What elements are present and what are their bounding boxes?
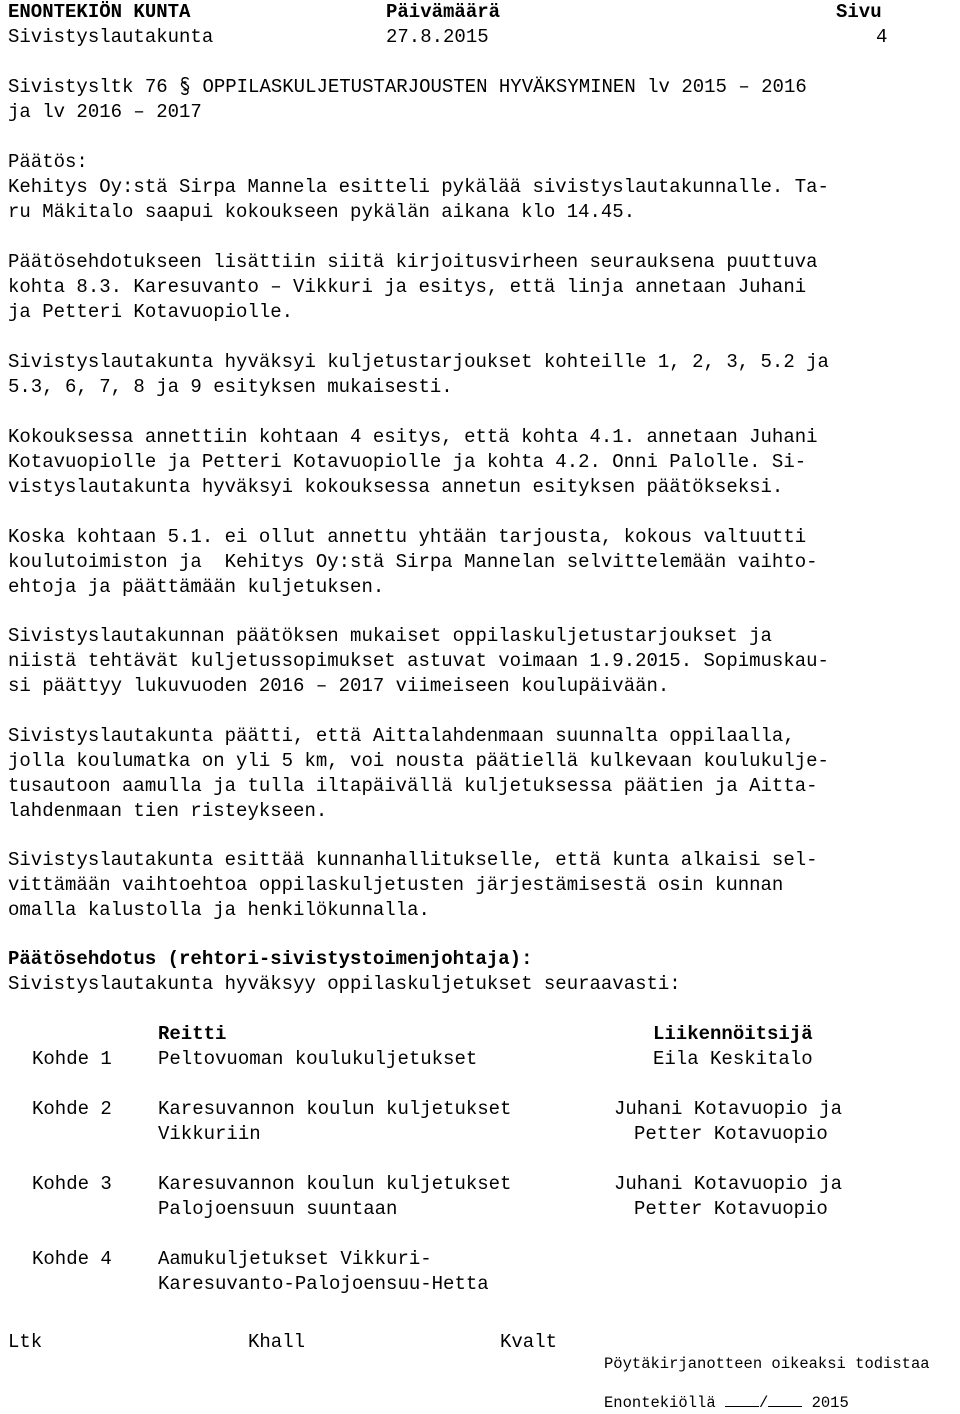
route-description: Aamukuljetukset Vikkuri- [158, 1248, 432, 1270]
decision-text-line: 5.3, 6, 7, 8 ja 9 esityksen mukaisesti. [8, 376, 453, 398]
certification-place-date [604, 1392, 849, 1413]
route-operator: Eila Keskitalo [653, 1048, 813, 1070]
municipality-name: ENONTEKIÖN KUNTA [8, 1, 191, 23]
decision-heading: Päätös: [8, 151, 88, 173]
column-header-operator: Liikennöitsijä [653, 1023, 813, 1045]
footer-signature-khall: Khall [248, 1331, 306, 1353]
route-target-label: Kohde 2 [32, 1098, 112, 1120]
section-number: Sivistysltk 76 [8, 76, 168, 98]
decision-text-line: omalla kalustolla ja henkilökunnalla. [8, 899, 430, 921]
month-blank [768, 1392, 802, 1407]
page-number: 4 [876, 26, 888, 48]
section-title-line1: OPPILASKULJETUSTARJOUSTEN HYVÄKSYMINEN lv 2015 – 2016 [202, 76, 807, 98]
decision-text-line: tusautoon aamulla ja tulla iltapäivällä kuljetuksessa päätien ja Aitta- [8, 775, 818, 797]
route-operator: Petter Kotavuopio [634, 1198, 828, 1220]
decision-text-line: niistä tehtävät kuljetussopimukset astuvat voimaan 1.9.2015. Sopimuskau- [8, 650, 829, 672]
decision-text-line: vittämään vaihtoehtoa oppilaskuljetusten järjestämisestä osin kunnan [8, 874, 784, 896]
decision-text-line: Päätösehdotukseen lisättiin siitä kirjoitusvirheen seurauksena puuttuva [8, 251, 818, 273]
certification-text: Pöytäkirjanotteen oikeaksi todistaa [604, 1355, 930, 1373]
decision-text-line: lahdenmaan tien risteykseen. [8, 800, 328, 822]
route-description: Peltovuoman koulukuljetukset [158, 1048, 478, 1070]
route-target-label: Kohde 4 [32, 1248, 112, 1270]
section-sign-icon [179, 77, 191, 95]
route-description: Karesuvanto-Palojoensuu-Hetta [158, 1273, 489, 1295]
route-target-label: Kohde 1 [32, 1048, 112, 1070]
decision-text-line: Koska kohtaan 5.1. ei ollut annettu yhtään tarjousta, kokous valtuutti [8, 526, 807, 548]
proposal-heading: Päätösehdotus (rehtori-sivistystoimenjohtaja): [8, 948, 533, 970]
date-label: Päivämäärä [386, 1, 501, 23]
route-target-label: Kohde 3 [32, 1173, 112, 1195]
decision-text-line: Kehitys Oy:stä Sirpa Mannela esitteli pykälää sivistyslautakunnalle. Ta- [8, 176, 829, 198]
decision-text-line: Sivistyslautakunta päätti, että Aittalahdenmaan suunnalta oppilaalla, [8, 725, 795, 747]
route-operator: Juhani Kotavuopio ja [614, 1098, 843, 1120]
route-operator: Petter Kotavuopio [634, 1123, 828, 1145]
route-description: Vikkuriin [158, 1123, 261, 1145]
decision-text-line: vistyslautakunta hyväksyi kokouksessa annetun esityksen päätökseksi. [8, 476, 784, 498]
decision-text-line: kohta 8.3. Karesuvanto – Vikkuri ja esitys, että linja annetaan Juhani [8, 276, 807, 298]
decision-text-line: jolla koulumatka on yli 5 km, voi nousta päätiellä kulkevaan koulukulje- [8, 750, 829, 772]
route-operator: Juhani Kotavuopio ja [614, 1173, 843, 1195]
day-blank [725, 1392, 759, 1407]
column-header-route: Reitti [158, 1023, 227, 1045]
route-description: Karesuvannon koulun kuljetukset [158, 1173, 512, 1195]
decision-text-line: ja Petteri Kotavuopiolle. [8, 301, 294, 323]
date-separator: / [758, 1394, 769, 1412]
route-description: Palojoensuun suuntaan [158, 1198, 398, 1220]
footer-signature-ltk: Ltk [8, 1331, 43, 1353]
route-description: Karesuvannon koulun kuljetukset [158, 1098, 512, 1120]
decision-text-line: ehtoja ja päättämään kuljetuksen. [8, 576, 385, 598]
proposal-intro: Sivistyslautakunta hyväksyy oppilaskuljetukset seuraavasti: [8, 973, 681, 995]
certification-place: Enontekiöllä [604, 1394, 716, 1412]
decision-text-line: Sivistyslautakunta esittää kunnanhallitukselle, että kunta alkaisi sel- [8, 849, 818, 871]
decision-text-line: ru Mäkitalo saapui kokoukseen pykälän aikana klo 14.45. [8, 201, 636, 223]
decision-text-line: Sivistyslautakunta hyväksyi kuljetustarjoukset kohteille 1, 2, 3, 5.2 ja [8, 351, 829, 373]
decision-text-line: Kotavuopiolle ja Petteri Kotavuopiolle ja kohta 4.2. Onni Palolle. Si- [8, 451, 807, 473]
certification-year: 2015 [811, 1394, 849, 1412]
decision-text-line: si päättyy lukuvuoden 2016 – 2017 viimeiseen koulupäivään. [8, 675, 670, 697]
decision-text-line: koulutoimiston ja Kehitys Oy:stä Sirpa Mannelan selvittelemään vaihto- [8, 551, 818, 573]
page-label: Sivu [836, 1, 882, 23]
committee-name: Sivistyslautakunta [8, 26, 214, 48]
meeting-date: 27.8.2015 [386, 26, 489, 48]
decision-text-line: Sivistyslautakunnan päätöksen mukaiset oppilaskuljetustarjoukset ja [8, 625, 772, 647]
section-title [8, 75, 958, 100]
decision-text-line: Kokouksessa annettiin kohtaan 4 esitys, että kohta 4.1. annetaan Juhani [8, 426, 818, 448]
footer-signature-kvalt: Kvalt [500, 1331, 558, 1353]
section-title-line2: ja lv 2016 – 2017 [8, 101, 202, 123]
